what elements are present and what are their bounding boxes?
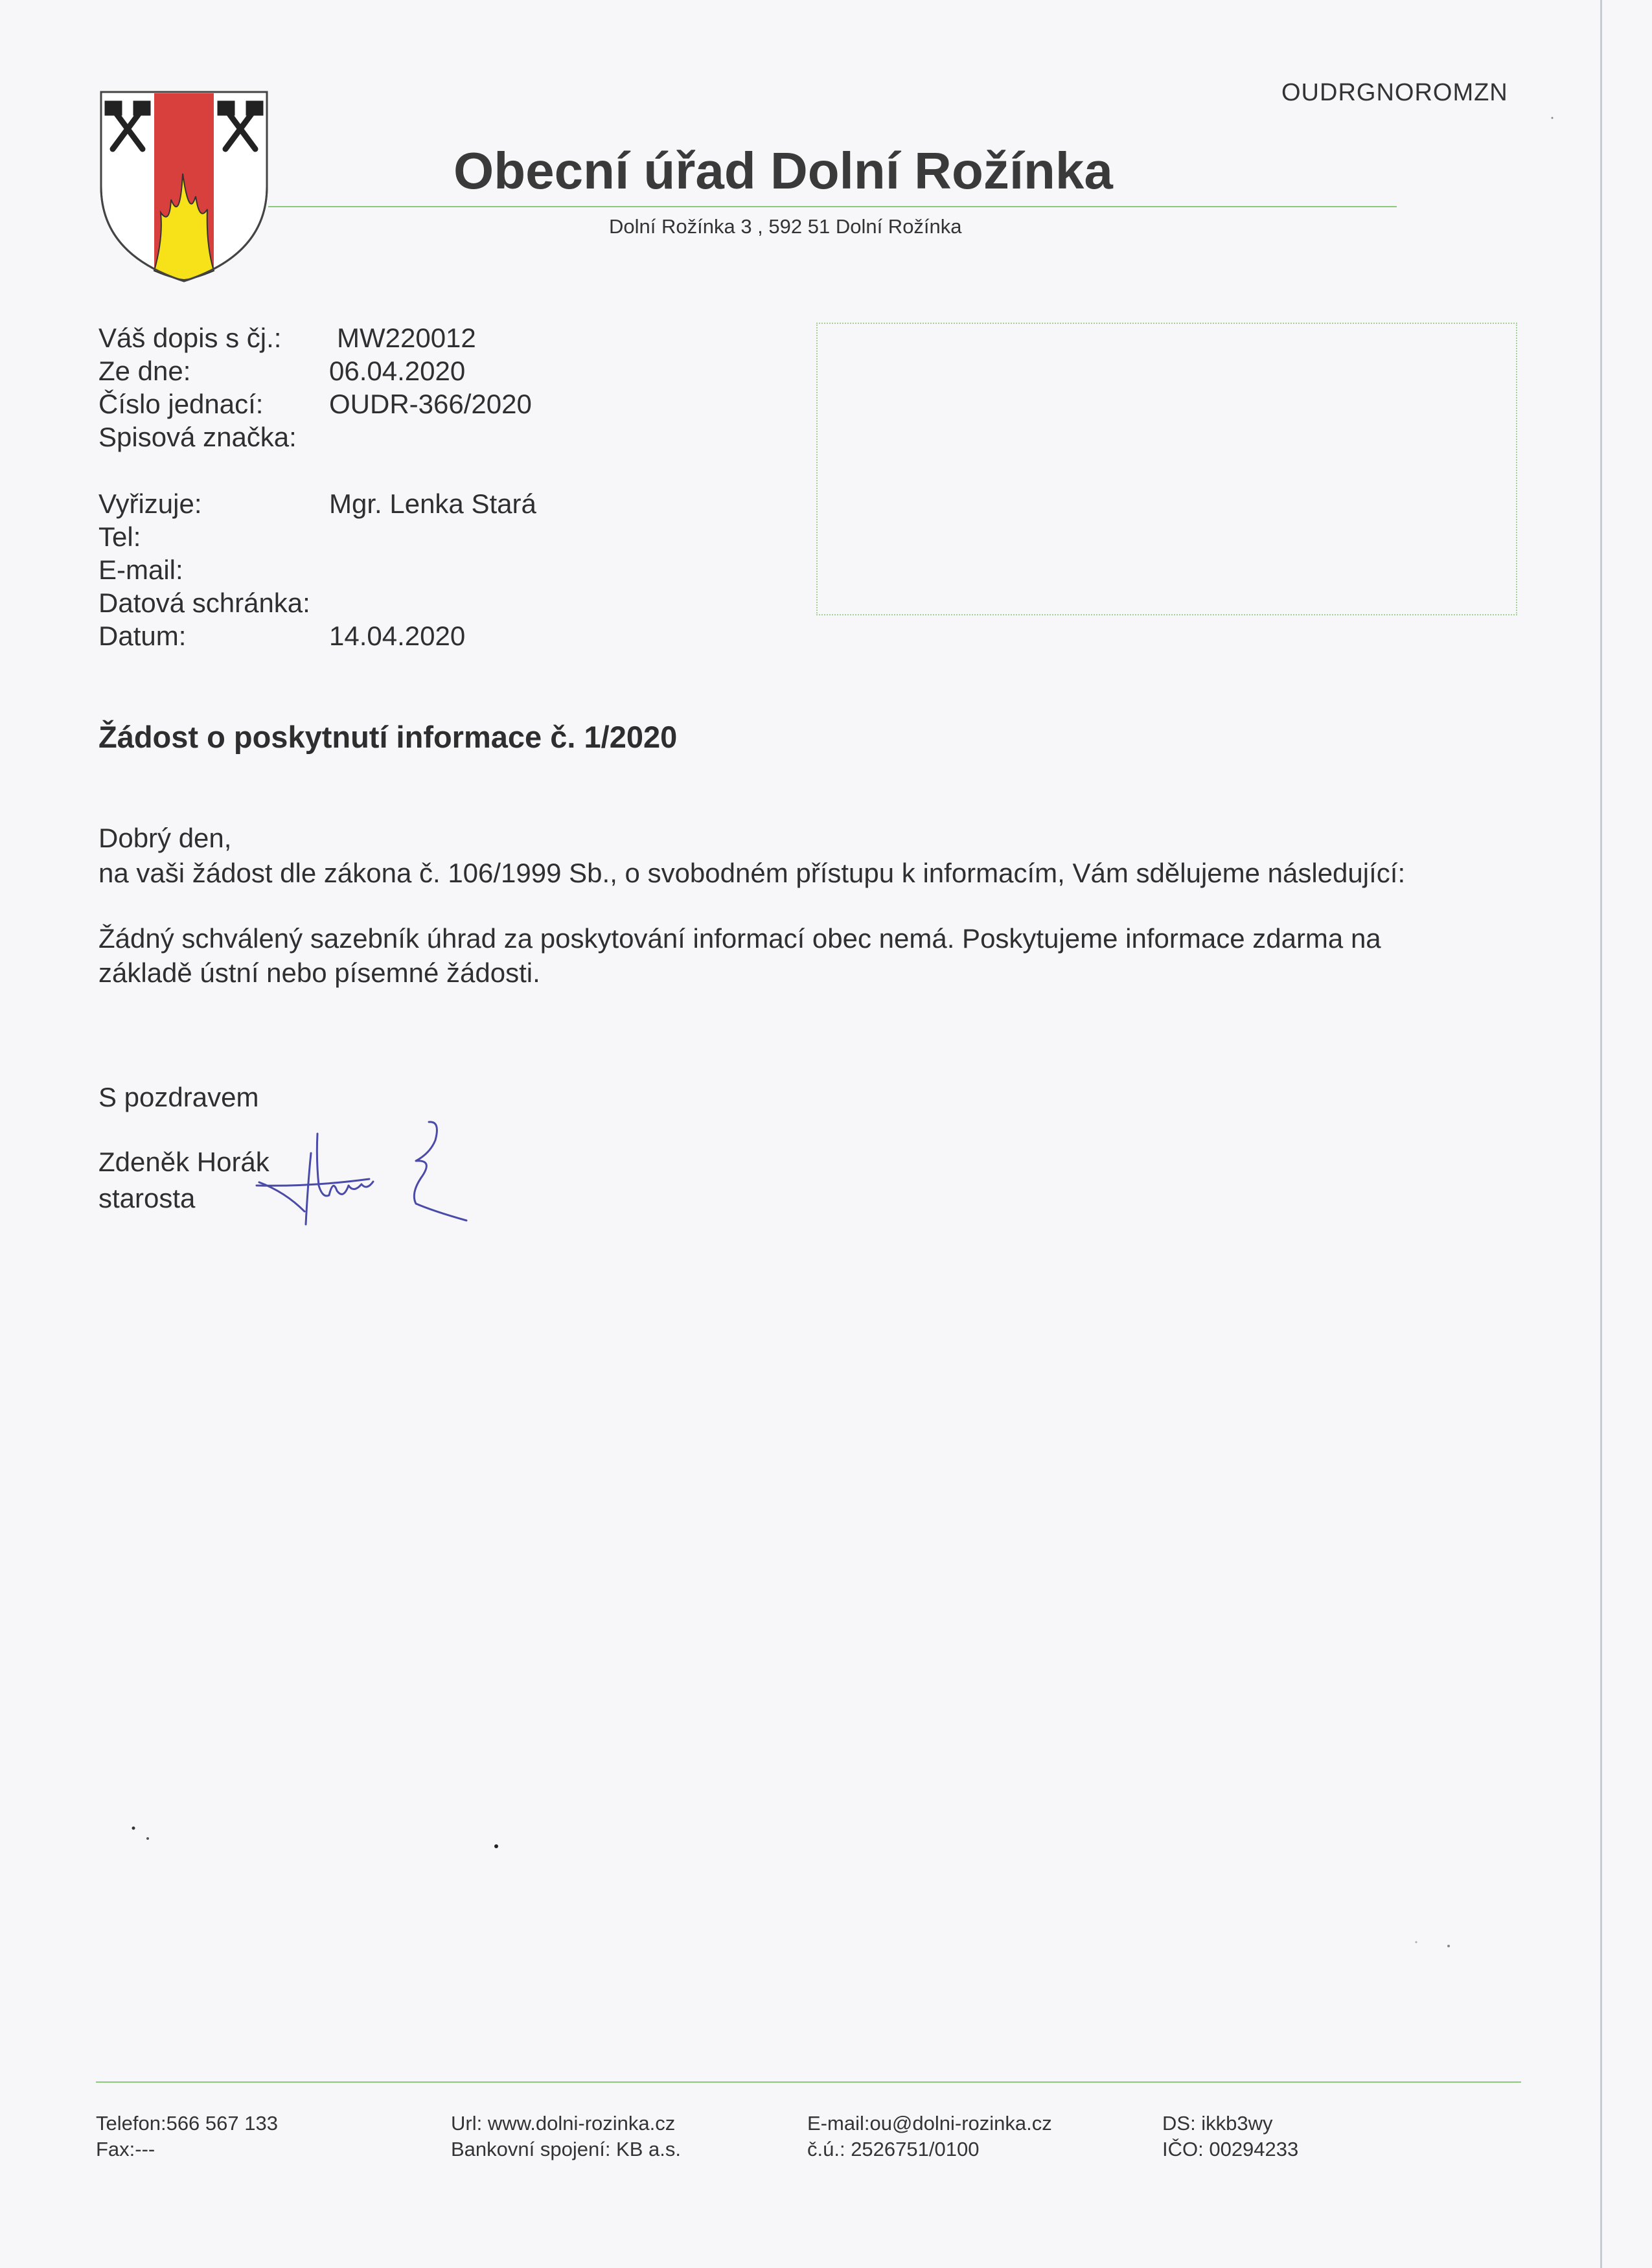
footer-web-column bbox=[451, 2111, 681, 2162]
meta-value: Mgr. Lenka Stará bbox=[329, 488, 536, 519]
meta-value: OUDR-366/2020 bbox=[329, 389, 532, 419]
meta-label: E-mail: bbox=[98, 555, 183, 585]
footer-url: Url: www.dolni-rozinka.cz bbox=[451, 2112, 676, 2135]
footer-phone: Telefon:566 567 133 bbox=[96, 2112, 278, 2135]
intro-paragraph: na vaši žádost dle zákona č. 106/1999 Sb., o svobodném přístupu k informacím, Vám sdělujeme následující: bbox=[98, 858, 1406, 888]
signatory-role: starosta bbox=[98, 1183, 196, 1213]
footer-bank: Bankovní spojení: KB a.s. bbox=[451, 2138, 681, 2160]
header-divider bbox=[268, 206, 1397, 207]
footer-data-box: DS: ikkb3wy bbox=[1162, 2112, 1273, 2135]
footer-divider bbox=[96, 2081, 1521, 2083]
signatory-name: Zdeněk Horák bbox=[98, 1147, 270, 1177]
footer-phone-column bbox=[96, 2111, 278, 2162]
footer-email: E-mail:ou@dolni-rozinka.cz bbox=[807, 2112, 1052, 2135]
footer-ico: IČO: 00294233 bbox=[1162, 2138, 1299, 2160]
meta-label: Datum: bbox=[98, 621, 187, 651]
recipient-address-box bbox=[816, 323, 1517, 615]
meta-value: MW220012 bbox=[337, 323, 476, 353]
greeting: Dobrý den, bbox=[98, 823, 232, 853]
handwritten-signature bbox=[246, 1114, 479, 1244]
footer-email-column bbox=[807, 2111, 1052, 2162]
letter-subject: Žádost o poskytnutí informace č. 1/2020 bbox=[98, 720, 678, 754]
municipal-coat-of-arms bbox=[98, 89, 270, 284]
meta-label: Vyřizuje: bbox=[98, 488, 202, 519]
meta-label: Číslo jednací: bbox=[98, 389, 264, 419]
office-address: Dolní Rožínka 3 , 592 51 Dolní Rožínka bbox=[609, 215, 962, 238]
meta-label: Tel: bbox=[98, 521, 141, 552]
meta-label: Váš dopis s čj.: bbox=[98, 323, 282, 353]
document-id: OUDRGNOROMZN bbox=[1281, 79, 1508, 106]
footer-ids-column bbox=[1162, 2111, 1298, 2162]
page-edge-shadow bbox=[1600, 0, 1602, 2268]
meta-value: 14.04.2020 bbox=[329, 621, 466, 651]
meta-label: Ze dne: bbox=[98, 356, 191, 386]
meta-value: 06.04.2020 bbox=[329, 356, 466, 386]
closing-regards: S pozdravem bbox=[98, 1082, 259, 1112]
footer-fax: Fax:--- bbox=[96, 2138, 155, 2160]
office-title: Obecní úřad Dolní Rožínka bbox=[453, 142, 1113, 200]
main-paragraph-line: základě ústní nebo písemné žádosti. bbox=[98, 957, 540, 988]
meta-label: Datová schránka: bbox=[98, 588, 310, 618]
meta-label: Spisová značka: bbox=[98, 422, 297, 452]
main-paragraph-line: Žádný schválený sazebník úhrad za poskytování informací obec nemá. Poskytujeme informace zdarma na bbox=[98, 923, 1381, 954]
footer-account: č.ú.: 2526751/0100 bbox=[807, 2138, 980, 2160]
